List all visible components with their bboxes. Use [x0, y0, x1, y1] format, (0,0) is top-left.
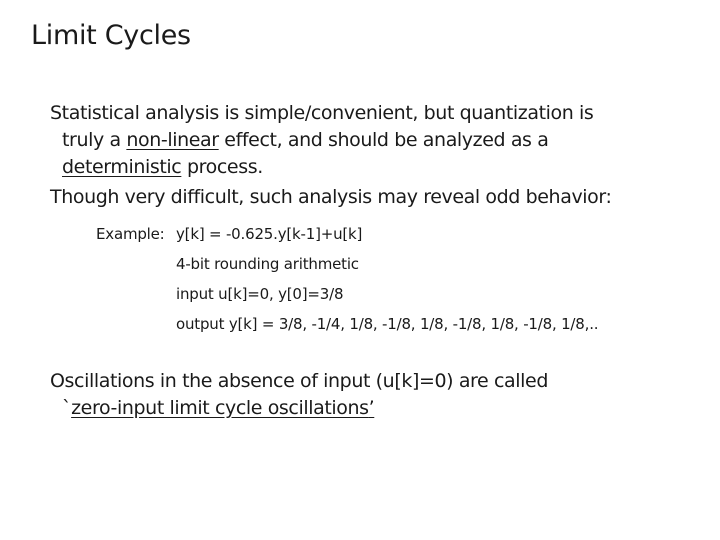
open-quote: ` [62, 397, 72, 419]
paragraph-limit-cycle [50, 368, 548, 422]
text-span: process. [181, 156, 263, 178]
underlined-term-zero-input-limit-cycle: zero-input limit cycle oscillations [71, 397, 369, 419]
example-block [96, 219, 598, 339]
text-span: effect, and should be analyzed as a [218, 129, 549, 151]
example-output: output y[k] = 3/8, -1/4, 1/8, -1/8, 1/8, -1/8, 1/8, -1/8, 1/8,.. [176, 315, 599, 333]
paragraph-line [50, 127, 593, 154]
paragraph-line [50, 154, 593, 181]
example-label: Example: [96, 225, 165, 243]
slide-title: Limit Cycles [31, 20, 191, 51]
example-row [96, 219, 598, 249]
example-equation: y[k] = -0.625.y[k-1]+u[k] [176, 225, 363, 243]
paragraph-line [50, 395, 548, 422]
paragraph-line: Statistical analysis is simple/convenient, but quantization is [50, 102, 594, 124]
example-arithmetic: 4-bit rounding arithmetic [176, 255, 359, 273]
example-input: input u[k]=0, y[0]=3/8 [176, 285, 344, 303]
paragraph-odd-behavior [50, 184, 611, 211]
underlined-term-non-linear: non-linear [126, 129, 219, 151]
paragraph-line: Though very difficult, such analysis may reveal odd behavior: [50, 186, 612, 208]
paragraph-line: Oscillations in the absence of input (u[k]=0) are called [50, 370, 548, 392]
text-span: truly a [62, 129, 127, 151]
paragraph-quantization [50, 100, 593, 181]
underlined-term-deterministic: deterministic [62, 156, 182, 178]
close-quote: ’ [368, 397, 375, 419]
